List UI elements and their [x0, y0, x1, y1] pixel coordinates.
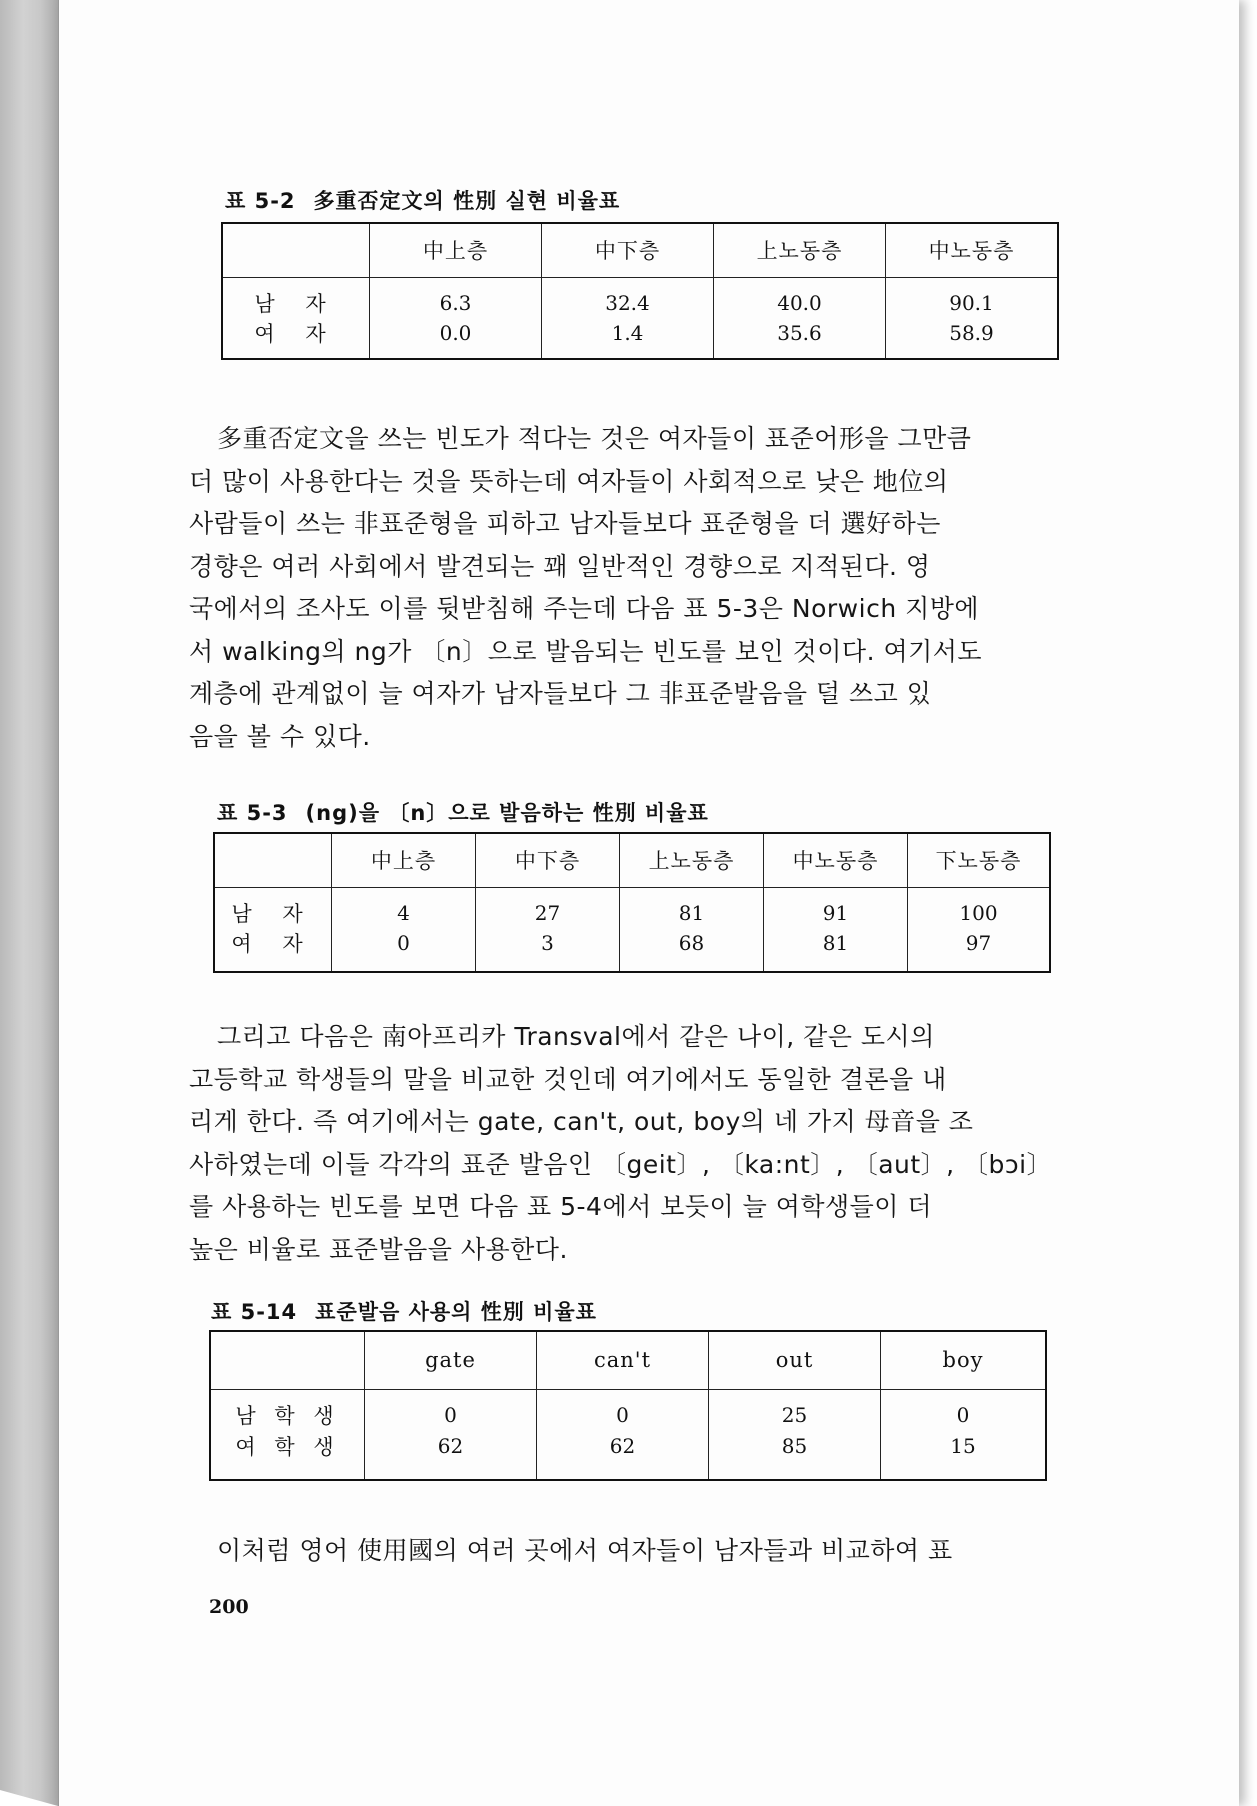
- table3-cell: 62: [537, 1430, 709, 1480]
- table1-cell: 6.3: [370, 277, 542, 318]
- table1: [221, 222, 1059, 360]
- table3-row-label: 여 학 생: [210, 1430, 365, 1480]
- table3-header-corner: [210, 1331, 365, 1389]
- table3-cell: 0: [537, 1389, 709, 1430]
- table1-header-col: 中노동층: [886, 223, 1059, 277]
- table1-cell: 40.0: [714, 277, 886, 318]
- table-row: [214, 887, 1050, 928]
- table3-header-col: out: [709, 1331, 881, 1389]
- text-line: 서 walking의 ng가 〔n〕으로 발음되는 빈도를 보인 것이다. 여기서도: [189, 636, 983, 666]
- table2: [213, 832, 1051, 973]
- text-line: 사람들이 쓰는 非표준형을 피하고 남자들보다 표준형을 더 選好하는: [189, 509, 941, 538]
- table2-caption-title: (ng)을 〔n〕으로 발음하는 性別 비율표: [305, 801, 709, 825]
- paragraph-1: [189, 418, 1149, 758]
- table-row: [222, 277, 1058, 318]
- table2-caption-number: 표 5-3: [217, 801, 288, 825]
- table1-caption: [225, 185, 620, 215]
- table-row: [214, 928, 1050, 972]
- text-line: 그리고 다음은 南아프리카 Transval에서 같은 나이, 같은 도시의: [217, 1022, 935, 1051]
- table1-cell: 90.1: [949, 290, 994, 315]
- table2-header-col: 中上층: [332, 833, 476, 887]
- table2-cell: 100: [959, 900, 998, 925]
- table2-cell: 97: [965, 931, 992, 955]
- table2-row-label: 여 자: [214, 928, 332, 972]
- table2-header-col: 中노동층: [764, 833, 908, 887]
- table1-row-label: 남 자: [222, 277, 370, 318]
- paragraph-2: [189, 1016, 1149, 1271]
- table2-cell: 0: [332, 928, 476, 972]
- table2-header-corner: [214, 833, 332, 887]
- table2-header-col: 上노동층: [620, 833, 764, 887]
- table3-header-col: boy: [881, 1331, 1047, 1389]
- book-spine: [0, 0, 58, 1806]
- table-row: [210, 1430, 1046, 1480]
- table3-cell: 85: [709, 1430, 881, 1480]
- table2-cell: 68: [620, 928, 764, 972]
- table2-header-col: 下노동층: [908, 833, 1051, 887]
- table3: [209, 1330, 1047, 1481]
- table1-caption-number: 표 5-2: [225, 189, 296, 213]
- text-line: 국에서의 조사도 이를 뒷받침해 주는데 다음 표 5-3은 Norwich 지방에: [189, 594, 980, 623]
- table1-cell: 0.0: [370, 318, 542, 359]
- table3-cell: 0: [956, 1402, 970, 1427]
- table3-cell: 62: [365, 1430, 537, 1480]
- table3-cell: 0: [365, 1389, 537, 1430]
- table1-header-col: 中上층: [370, 223, 542, 277]
- table2-cell: 81: [620, 887, 764, 928]
- table2-cell: 91: [764, 887, 908, 928]
- table3-cell: 15: [950, 1434, 976, 1458]
- table2-row-label: 남 자: [214, 887, 332, 928]
- table3-caption-title: 표준발음 사용의 性別 비율표: [315, 1300, 597, 1324]
- text-line: 더 많이 사용한다는 것을 뜻하는데 여자들이 사회적으로 낮은 地位의: [189, 466, 949, 496]
- paragraph-3: [217, 1530, 1137, 1573]
- table3-caption-number: 표 5-14: [211, 1300, 298, 1324]
- table1-header-corner: [222, 223, 370, 277]
- text-line: 고등학교 학생들의 말을 비교한 것인데 여기에서도 동일한 결론을 내: [189, 1064, 947, 1094]
- table1-header-col: 上노동층: [714, 223, 886, 277]
- book-page: [58, 0, 1239, 1806]
- text-line: 이처럼 영어 使用國의 여러 곳에서 여자들이 남자들과 비교하여 표: [217, 1536, 953, 1565]
- table2-header-col: 中下층: [476, 833, 620, 887]
- table2-cell: 27: [476, 887, 620, 928]
- table2-cell: 81: [764, 928, 908, 972]
- table1-cell: 32.4: [542, 277, 714, 318]
- text-line: 多重否定文을 쓰는 빈도가 적다는 것은 여자들이 표준어形을 그만큼: [217, 424, 972, 453]
- table1-cell: 35.6: [714, 318, 886, 359]
- table-row: [210, 1389, 1046, 1430]
- table2-caption: [217, 797, 709, 827]
- table1-row-label: 여 자: [222, 318, 370, 359]
- table1-cell: 58.9: [949, 320, 994, 345]
- text-line: 음을 볼 수 있다.: [189, 721, 371, 751]
- table3-header-col: can't: [537, 1331, 709, 1389]
- text-line: 사하였는데 이들 각각의 표준 발음인 〔geit〕, 〔ka:nt〕, 〔aut〕, 〔bɔi〕: [189, 1149, 1053, 1179]
- table3-row-label: 남 학 생: [210, 1389, 365, 1430]
- text-line: 를 사용하는 빈도를 보면 다음 표 5-4에서 보듯이 늘 여학생들이 더: [189, 1192, 933, 1221]
- text-line: 계층에 관계없이 늘 여자가 남자들보다 그 非표준발음을 덜 쓰고 있: [189, 679, 932, 708]
- table1-cell: 1.4: [542, 318, 714, 359]
- text-line: 높은 비율로 표준발음을 사용한다.: [189, 1234, 568, 1264]
- text-line: 리게 한다. 즉 여기에서는 gate, can't, out, boy의 네 가지 母音을 조: [189, 1107, 974, 1136]
- table3-header-col: gate: [365, 1331, 537, 1389]
- table-row: [222, 318, 1058, 359]
- table1-header-col: 中下층: [542, 223, 714, 277]
- table2-cell: 3: [476, 928, 620, 972]
- text-line: 경향은 여러 사회에서 발견되는 꽤 일반적인 경향으로 지적된다. 영: [189, 551, 931, 581]
- table2-cell: 4: [332, 887, 476, 928]
- table3-cell: 25: [709, 1389, 881, 1430]
- table3-caption: [211, 1296, 597, 1326]
- table1-caption-title: 多重否定文의 性別 실현 비율표: [313, 189, 621, 213]
- page-number: 200: [209, 1596, 249, 1618]
